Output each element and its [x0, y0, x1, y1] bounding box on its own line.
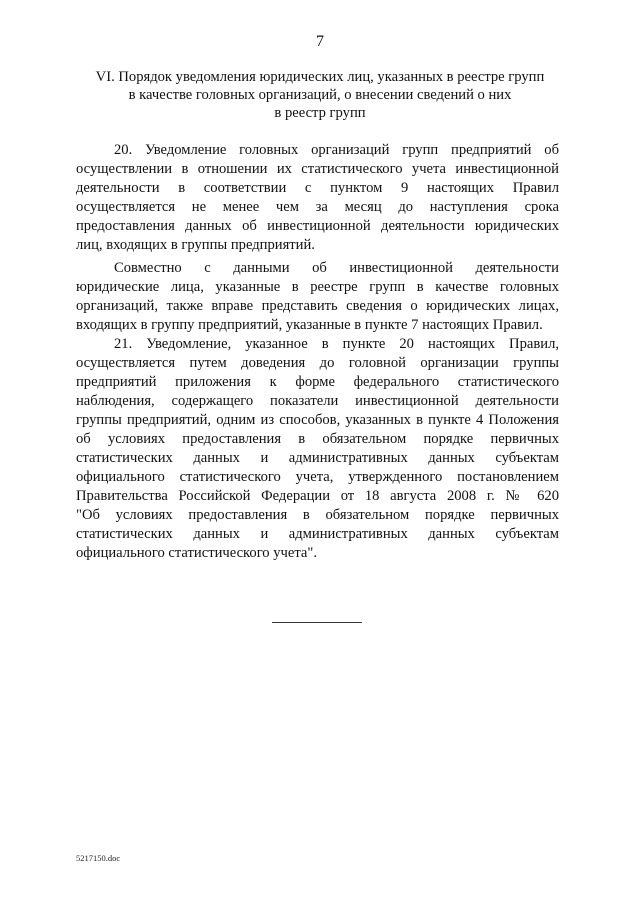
text-line: входящих в группу предприятий, указанные в пункте 7 настоящих Правил.: [76, 317, 543, 333]
text-line: об условиях предоставления в обязательном порядке первичных: [76, 431, 559, 447]
section-heading: [76, 68, 564, 122]
text-line: Совместно с данными об инвестиционной деятельности: [114, 260, 559, 276]
text-line: лиц, входящих в группы предприятий.: [76, 237, 315, 253]
text-line: 21. Уведомление, указанное в пункте 20 настоящих Правил,: [114, 336, 559, 352]
text-line: осуществлении в отношении их статистического учета инвестиционной: [76, 161, 559, 177]
text-line: предоставления данных об инвестиционной деятельности юридических: [76, 218, 559, 234]
heading-line: в реестр групп: [274, 105, 366, 121]
text-line: осуществляется путем доведения до головной организации группы: [76, 355, 559, 371]
text-line: группы предприятий, одним из способов, указанных в пункте 4 Положения: [76, 412, 559, 428]
paragraph-joint-submission: [76, 259, 559, 335]
heading-line: в качестве головных организаций, о внесении сведений о них: [128, 87, 512, 103]
paragraph-20: [76, 141, 559, 255]
text-line: 20. Уведомление головных организаций групп предприятий об: [114, 142, 559, 158]
text-line: деятельности в соответствии с пунктом 9 настоящих Правил: [76, 180, 559, 196]
text-line: организаций, также вправе представить сведения о юридических лицах,: [76, 298, 559, 314]
text-line: наблюдения, содержащего показатели инвестиционной деятельности: [76, 393, 559, 409]
text-line: осуществляется не менее чем за месяц до наступления срока: [76, 199, 559, 215]
text-line: предприятий приложения к форме федерального статистического: [76, 374, 559, 390]
heading-line: VI. Порядок уведомления юридических лиц, указанных в реестре групп: [95, 69, 545, 85]
document-body: [76, 141, 559, 563]
text-line: "Об условиях предоставления в обязательном порядке первичных: [76, 507, 559, 523]
paragraph-21: [76, 335, 559, 563]
end-separator-line: [272, 622, 362, 623]
text-line: официального статистического учета, утвержденного постановлением: [76, 469, 559, 485]
text-line: статистических данных и административных данных субъектам: [76, 450, 559, 466]
text-line: Правительства Российской Федерации от 18 августа 2008 г. № 620: [76, 488, 559, 504]
text-line: юридические лица, указанные в реестре групп в качестве головных: [76, 279, 559, 295]
text-line: официального статистического учета".: [76, 545, 318, 561]
footer-file-name: 5217150.doc: [76, 853, 121, 863]
text-line: статистических данных и административных данных субъектам: [76, 526, 559, 542]
page-number: 7: [316, 33, 324, 50]
